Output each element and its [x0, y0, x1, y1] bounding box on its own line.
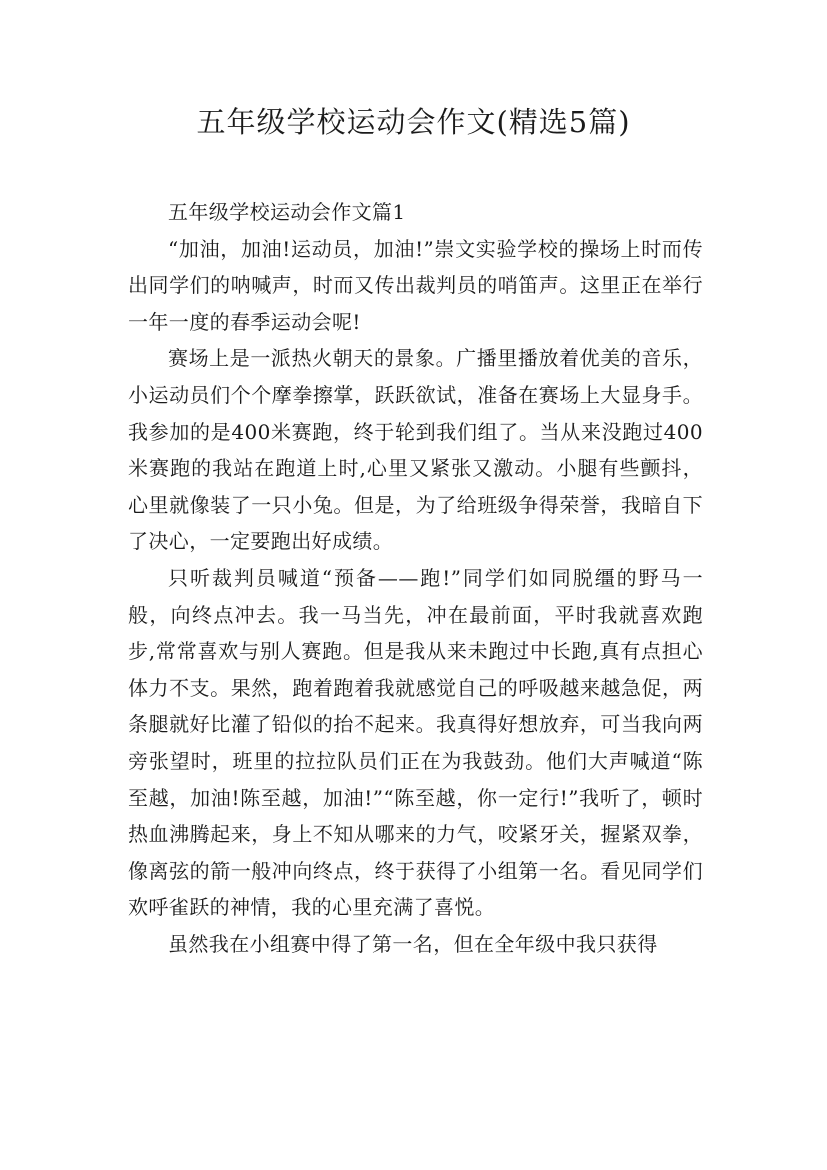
paragraph-3: 只听裁判员喊道“预备——跑!”同学们如同脱缰的野马一般，向终点冲去。我一马当先，冲在最前面，平时我就喜欢跑步,常常喜欢与别人赛跑。但是我从来未跑过中长跑,真有点担心体力不支。果然，跑着跑着我就感觉自己的呼吸越来越急促，两条腿就好比灌了铅似的抬不起来。我真得好想放弃，可当我向两旁张望时，班里的拉拉队员们正在为我鼓劲。他们大声喊道“陈至越，加油!陈至越，加油!”“陈至越，你一定行!”我听了，顿时热血沸腾起来，身上不知从哪来的力气，咬紧牙关，握紧双拳，像离弦的箭一般冲向终点，终于获得了小组第一名。看见同学们欢呼雀跃的神情，我的心里充满了喜悦。 — [128, 565, 703, 920]
section-heading: 五年级学校运动会作文篇1 — [168, 200, 406, 224]
paragraph-1: “加油，加油!运动员，加油!”崇文实验学校的操场上时而传出同学们的呐喊声，时而又传出裁判员的哨笛声。这里正在举行一年一度的春季运动会呢! — [128, 236, 703, 334]
paragraph-4: 虽然我在小组赛中得了第一名，但在全年级中我只获得 — [168, 931, 658, 956]
paragraph-2: 赛场上是一派热火朝天的景象。广播里播放着优美的音乐，小运动员们个个摩拳擦掌，跃跃欲试，准备在赛场上大显身手。我参加的是400米赛跑，终于轮到我们组了。当从来没跑过400米赛跑的我站在跑道上时,心里又紧张又激动。小腿有些颤抖，心里就像装了一只小兔。但是，为了给班级争得荣誉，我暗自下了决心，一定要跑出好成绩。 — [128, 346, 703, 554]
document-title: 五年级学校运动会作文(精选5篇) — [196, 105, 631, 139]
document-body — [128, 194, 703, 962]
